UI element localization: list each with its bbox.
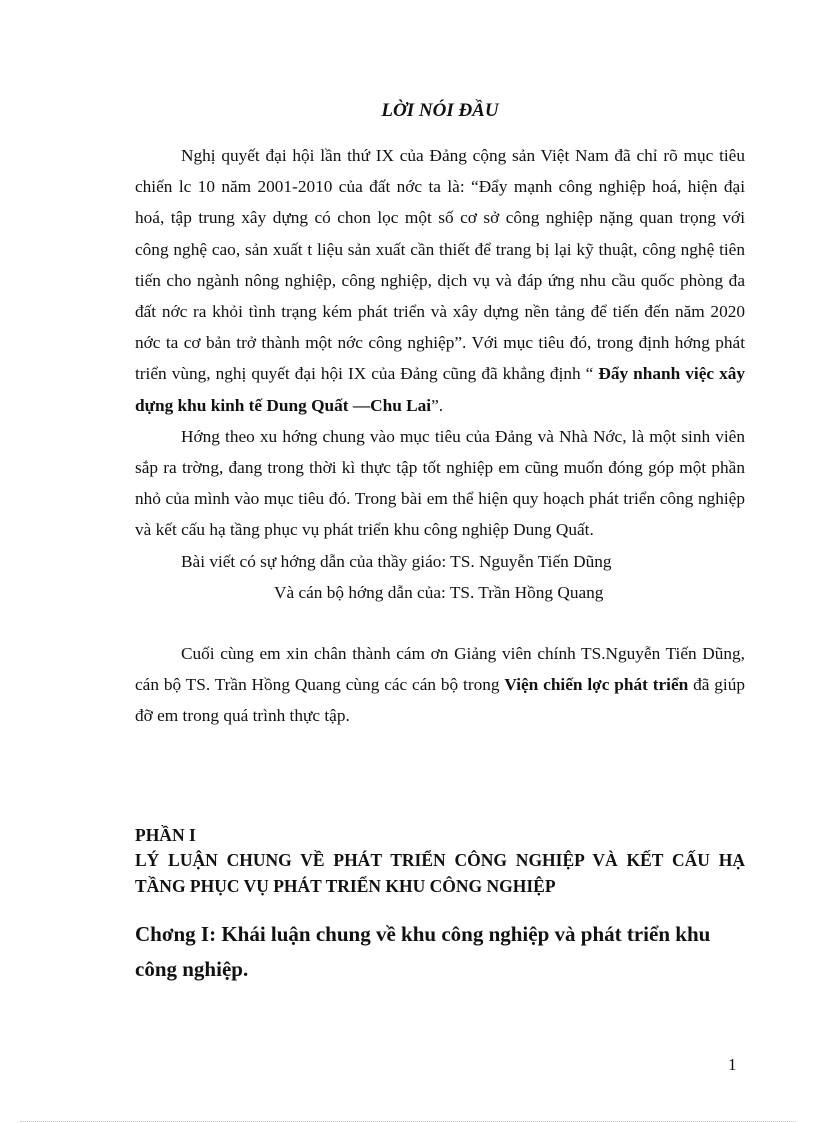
part-label: PHẦN I — [135, 825, 196, 846]
paragraph-text: Cuối cùng em xin chân thành cám ơn Giảng viên chính TS.Nguyễn Tiến Dũng, cán bộ TS. Trần Hồng Quang cùng các cán bộ trong — [135, 643, 745, 694]
spacer — [135, 731, 745, 823]
paragraph-text: Nghị quyết đại hội lần thứ IX của Đảng cộng sản Việt Nam đã chỉ rõ mục tiêu chiến lc 10 năm 2001-2010 của đất nớc ta là: “Đẩy mạnh công nghiệp hoá, hiện đại hoá, tập trung xây dựng có chon lọc một số cơ sở công nghiệp nặng quan trọng với công nghệ cao, sản xuất t liệu sản xuất cần thiết để trang bị lại kỹ thuật, công nghệ tiên tiến cho ngành nông nghiệp, công nghiệp, dịch vụ và đáp ứng nhu cầu quốc phòng đa đất nớc ra khỏi tình trạng kém phát triển và xây dựng nền tảng để tiến đến năm 2020 nớc ta cơ bản trở thành một nớc công nghiệp”. Với mục tiêu đó, trong định hớng phát triển vùng, nghị quyết đại hội IX của Đảng cũng đã khẳng định “ — [135, 146, 745, 384]
preface-paragraph-2: Hớng theo xu hớng chung vào mục tiêu của Đảng và Nhà Nớc, là một sinh viên sắp ra trờng, đang trong thời kì thực tập tốt nghiệp em cũng muốn đóng góp một phần nhỏ của mình vào mục tiêu đó. Trong bài em thể hiện quy hoạch phát triển công nghiệp và kết cấu hạ tầng phục vụ phát triển khu công nghiệp Dung Quất. — [135, 426, 745, 540]
preface-title: LỜI NÓI ĐẦU — [381, 100, 499, 121]
page-number: 1 — [728, 1055, 737, 1074]
spacer — [135, 608, 745, 638]
bold-phrase: Viện chiến lợc phát triển — [504, 674, 689, 694]
paragraph-text: ”. — [431, 395, 444, 415]
chapter-title: Chơng I: Khái luận chung về khu công nghiệp và phát triển khu công nghiệp. — [135, 922, 711, 982]
preface-paragraph-1 — [135, 140, 745, 421]
advisor-line: Bài viết có sự hớng dẫn của thầy giáo: TS. Nguyễn Tiến Dũng — [181, 551, 612, 571]
bold-phrase: Đẩy nhanh việc xây dựng khu kinh tế Dung Quất —Chu Lai — [135, 364, 745, 415]
page-bottom-rule — [20, 1121, 796, 1122]
part-title: LÝ LUẬN CHUNG VỀ PHÁT TRIỂN CÔNG NGHIỆP VÀ KẾT CẤU HẠ TẦNG PHỤC VỤ PHÁT TRIỂN KHU CÔNG NGHIỆP — [135, 850, 745, 897]
acknowledgement-paragraph — [135, 638, 745, 732]
paragraph-text: đã giúp đỡ em trong quá trình thực tập. — [135, 674, 745, 726]
page-content — [135, 100, 745, 987]
co-advisor-line: Và cán bộ hớng dẫn của: TS. Trần Hồng Quang — [274, 582, 604, 602]
